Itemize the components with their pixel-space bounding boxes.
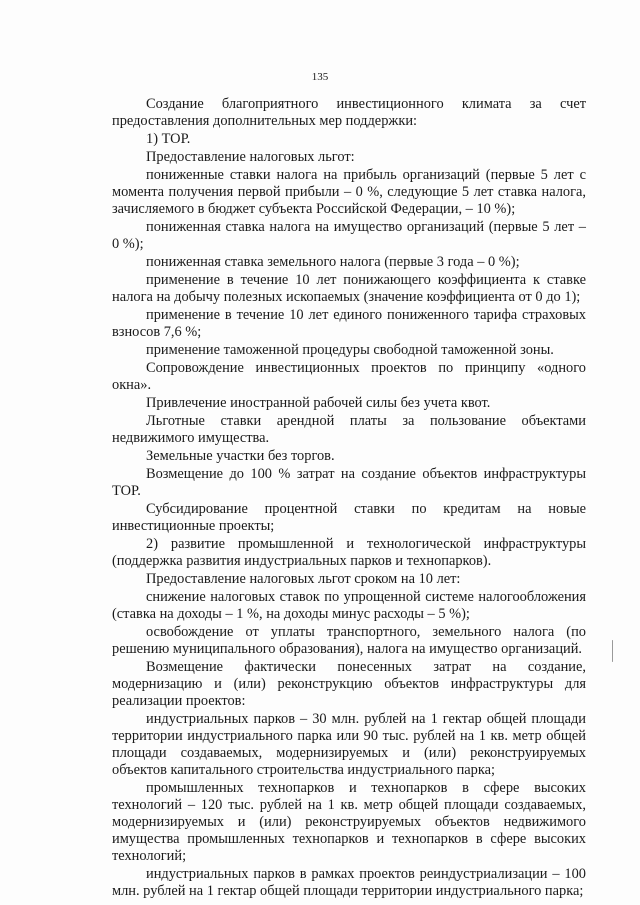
scan-artifact [612, 640, 613, 662]
paragraph-10-year-benefits: Предоставление налоговых льгот сроком на 10 лет: [146, 571, 461, 587]
paragraph-land-plots: Земельные участки без торгов. [146, 448, 335, 464]
paragraph-item-2-heading: 2) развитие промышленной и технологической инфраструктуры (поддержка развития индустриальных парков и технопарков). [112, 536, 586, 569]
paragraph-foreign-labor: Привлечение иностранной рабочей силы без учета квот. [146, 395, 491, 411]
paragraph-simplified-tax: снижение налоговых ставок по упрощенной системе налогообложения (ставка на доходы – 1 %, на доходы минус расходы – 5 %); [112, 589, 586, 622]
paragraph-property-tax: пониженная ставка налога на имущество организаций (первые 5 лет – 0 %); [112, 219, 586, 252]
paragraph-customs-zone: применение таможенной процедуры свободной таможенной зоны. [146, 342, 554, 358]
paragraph-cost-refund: Возмещение фактически понесенных затрат на создание, модернизацию и (или) реконструкцию объектов инфраструктуры для реализации проектов: [112, 659, 586, 709]
paragraph-technoparks: промышленных технопарков и технопарков в сфере высоких технологий – 120 тыс. рублей на 1 кв. метр общей площади создаваемых, модернизируемых и (или) реконструируемых объектов недвижимого имущества промышленных технопарков и технопарков в сфере высоких технологий; [112, 780, 586, 864]
paragraph-tax-benefits-heading: Предоставление налоговых льгот: [146, 149, 355, 165]
paragraph-mineral-tax: применение в течение 10 лет понижающего коэффициента к ставке налога на добычу полезных ископаемых (значение коэффициента от 0 до 1); [112, 272, 586, 305]
paragraph-item-1-heading: 1) ТОР. [146, 131, 191, 147]
paragraph-profit-tax: пониженные ставки налога на прибыль организаций (первые 5 лет с момента получения первой прибыли – 0 %, следующие 5 лет ставка налога, зачисляемого в бюджет субъекта Российской Федерации, – 10 %); [112, 167, 586, 217]
document-body [112, 96, 586, 900]
paragraph-tax-exemption: освобождение от уплаты транспортного, земельного налога (по решению муниципального образования), налога на имущество организаций. [112, 624, 586, 657]
paragraph-intro: Создание благоприятного инвестиционного климата за счет предоставления дополнительных мер поддержки: [112, 96, 586, 129]
paragraph-interest-subsidy: Субсидирование процентной ставки по кредитам на новые инвестиционные проекты; [112, 501, 586, 534]
paragraph-industrial-parks: индустриальных парков – 30 млн. рублей на 1 гектар общей площади территории индустриального парка или 90 тыс. рублей на 1 кв. метр общей площади создаваемых, модернизируемых и (или) реконструируемых объектов капитального строительства индустриального парка; [112, 711, 586, 778]
paragraph-infrastructure-refund: Возмещение до 100 % затрат на создание объектов инфраструктуры ТОР. [112, 466, 586, 499]
paragraph-land-tax: пониженная ставка земельного налога (первые 3 года – 0 %); [146, 254, 520, 270]
paragraph-one-window: Сопровождение инвестиционных проектов по принципу «одного окна». [112, 360, 586, 393]
paragraph-insurance-tariff: применение в течение 10 лет единого пониженного тарифа страховых взносов 7,6 %; [112, 307, 586, 340]
paragraph-reindustrialization: индустриальных парков в рамках проектов реиндустриализации – 100 млн. рублей на 1 гектар общей площади территории индустриального парка; [112, 866, 586, 899]
page-number: 135 [311, 71, 329, 83]
paragraph-rent-rates: Льготные ставки арендной платы за пользование объектами недвижимого имущества. [112, 413, 586, 446]
